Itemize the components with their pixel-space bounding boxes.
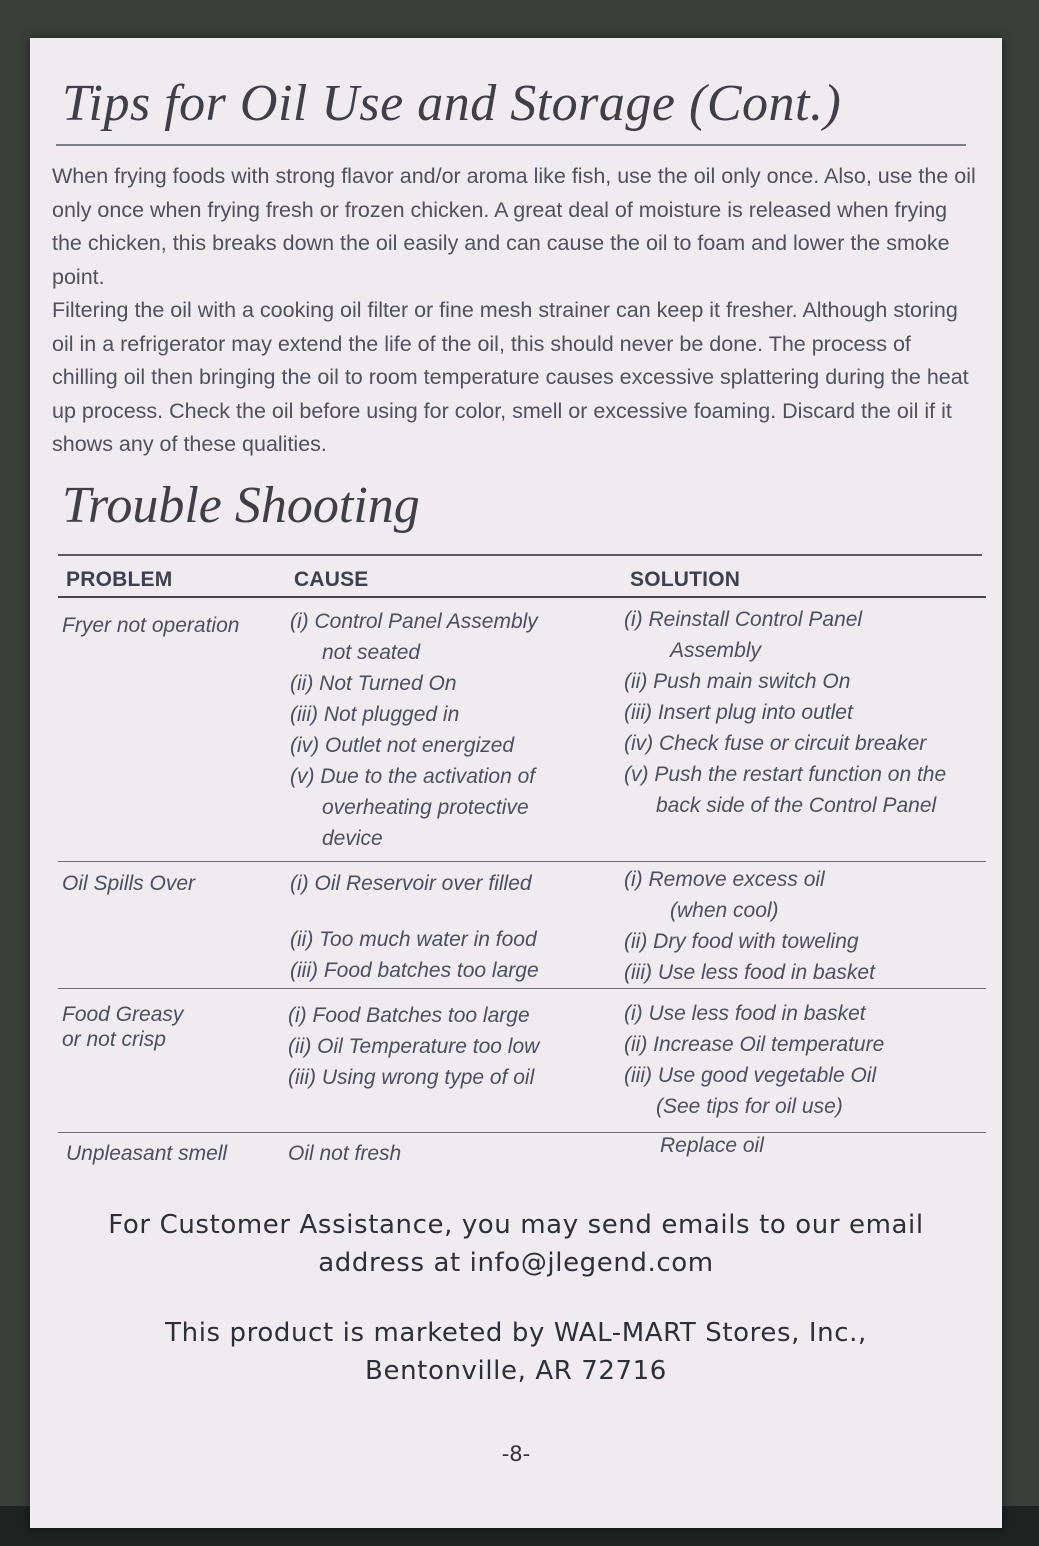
- assistance-line: address at info@jlegend.com: [318, 1248, 714, 1278]
- troubleshooting-title: Trouble Shooting: [62, 477, 420, 534]
- solution-line: (See tips for oil use): [656, 1095, 843, 1118]
- title-divider: [56, 144, 966, 146]
- problem-text: Food Greasy: [62, 1003, 184, 1026]
- row-4-cause: [288, 1138, 401, 1169]
- row-3-problem: [62, 1002, 183, 1052]
- row-4-problem: [66, 1138, 227, 1169]
- cause-line: (ii) Too much water in food: [290, 928, 537, 951]
- solution-line: (iii) Insert plug into outlet: [624, 701, 853, 724]
- solution-line: (ii) Push main switch On: [624, 670, 851, 693]
- cause-line: (iii) Food batches too large: [290, 959, 539, 982]
- column-header-cause: CAUSE: [294, 568, 369, 591]
- cause-line: not seated: [322, 641, 421, 664]
- row-2-solution: [624, 864, 875, 988]
- solution-line: (ii) Dry food with toweling: [624, 930, 859, 953]
- cause-line: Oil not fresh: [288, 1142, 402, 1165]
- solution-line: Replace oil: [660, 1134, 764, 1157]
- cause-line: (i) Oil Reservoir over filled: [290, 872, 532, 895]
- row-3-solution: [624, 998, 884, 1122]
- row-1-solution: [624, 604, 946, 821]
- solution-line: (i) Remove excess oil: [624, 868, 825, 891]
- marketed-by-note: [30, 1314, 1002, 1390]
- solution-line: back side of the Control Panel: [656, 794, 937, 817]
- manual-page: [30, 38, 1002, 1528]
- cause-line: (i) Control Panel Assembly: [290, 610, 538, 633]
- tips-title: Tips for Oil Use and Storage (Cont.): [62, 75, 842, 132]
- cause-line: (v) Due to the activation of: [290, 765, 536, 788]
- assistance-line: For Customer Assistance, you may send emails to our email: [108, 1210, 924, 1240]
- cause-line: (ii) Not Turned On: [290, 672, 457, 695]
- row-2-problem: [62, 868, 195, 899]
- column-header-problem: PROBLEM: [66, 568, 173, 591]
- marketed-line: This product is marketed by WAL-MART Stores, Inc.,: [165, 1318, 867, 1348]
- solution-line: (iii) Use good vegetable Oil: [624, 1064, 877, 1087]
- page-number: -8-: [501, 1442, 531, 1466]
- row-divider: [58, 988, 986, 989]
- solution-line: (iv) Check fuse or circuit breaker: [624, 732, 927, 755]
- solution-line: (ii) Increase Oil temperature: [624, 1033, 885, 1056]
- cause-line: (iii) Not plugged in: [290, 703, 460, 726]
- tips-paragraph-2: Filtering the oil with a cooking oil filter or fine mesh strainer can keep it fresher. Although storing oil in a refrigerator may extend the life of the oil, this should never be done. The process of chilling oil then bringing the oil to room temperature causes excessive splattering during the heat up process. Check the oil before using for color, smell or excessive foaming. Discard the oil if it shows any of these qualities.: [52, 298, 969, 456]
- row-2-cause: [290, 868, 539, 986]
- marketed-line: Bentonville, AR 72716: [365, 1356, 667, 1386]
- column-header-solution: SOLUTION: [630, 568, 741, 591]
- problem-text: Oil Spills Over: [62, 872, 196, 895]
- solution-line: (iii) Use less food in basket: [624, 961, 875, 984]
- cause-line: overheating protective: [322, 796, 529, 819]
- table-top-rule: [58, 554, 982, 556]
- tips-paragraph-1: When frying foods with strong flavor and/or aroma like fish, use the oil only once. Also, use the oil only once when frying fresh or frozen chicken. A great deal of moisture is released when frying the chicken, this breaks down the oil easily and can cause the oil to foam and lower the smoke point.: [52, 164, 976, 289]
- cause-line: (iv) Outlet not energized: [290, 734, 515, 757]
- problem-text: Unpleasant smell: [66, 1142, 228, 1165]
- tips-body: [52, 160, 977, 462]
- solution-line: (v) Push the restart function on the: [624, 763, 947, 786]
- row-1-cause: [290, 606, 538, 854]
- solution-line: (i) Reinstall Control Panel: [624, 608, 863, 631]
- customer-assistance-note: [30, 1206, 1002, 1282]
- solution-line: (i) Use less food in basket: [624, 1002, 866, 1025]
- solution-line: Assembly: [670, 639, 762, 662]
- row-4-solution: [660, 1130, 764, 1161]
- row-divider: [58, 861, 986, 862]
- cause-line: (iii) Using wrong type of oil: [288, 1066, 535, 1089]
- cause-line: (i) Food Batches too large: [288, 1004, 530, 1027]
- problem-text: or not crisp: [62, 1028, 166, 1051]
- cause-line: (ii) Oil Temperature too low: [288, 1035, 540, 1058]
- row-divider: [58, 1132, 986, 1133]
- table-header-rule: [58, 596, 986, 598]
- solution-line: (when cool): [670, 899, 779, 922]
- row-1-problem: [62, 610, 239, 641]
- problem-text: Fryer not operation: [62, 614, 240, 637]
- row-3-cause: [288, 1000, 539, 1093]
- cause-line: device: [322, 827, 383, 850]
